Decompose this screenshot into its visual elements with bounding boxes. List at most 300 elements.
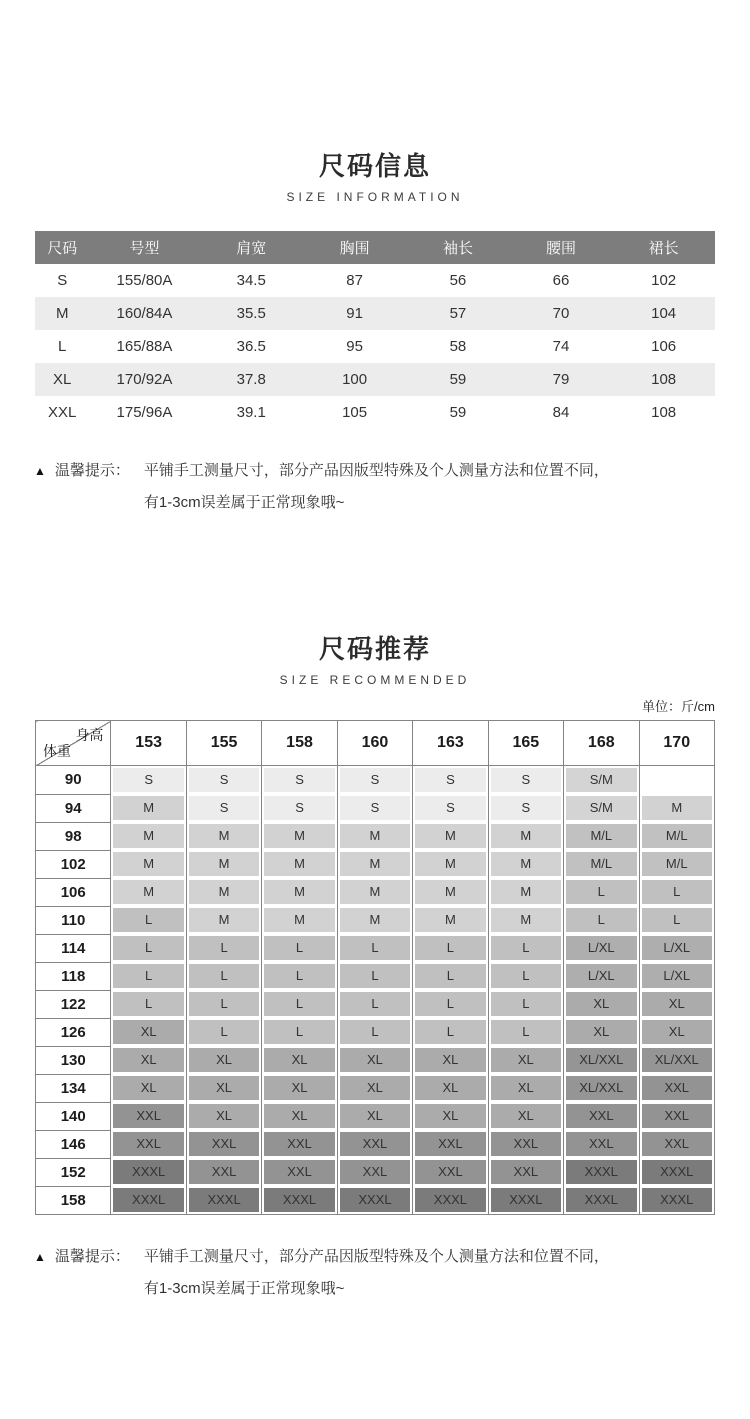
size-cell: [337, 766, 412, 795]
size-cell: [488, 822, 563, 850]
height-column-header: 153: [111, 721, 186, 766]
size-cell: [488, 1046, 563, 1074]
size-cell: [111, 906, 186, 934]
size-cell: [111, 1130, 186, 1158]
size-cell: [639, 1074, 715, 1102]
size-cell: [186, 1158, 261, 1186]
size-value: XXL: [340, 1160, 410, 1184]
matrix-row: [36, 1074, 715, 1102]
size-cell: [413, 1130, 488, 1158]
size-cell: [111, 766, 186, 795]
size-cell: [262, 1102, 337, 1130]
size-value: L: [264, 964, 334, 988]
size-cell: [111, 850, 186, 878]
weight-cell: 130: [36, 1046, 111, 1074]
size-value: XL: [113, 1020, 183, 1044]
size-cell: [639, 850, 715, 878]
size-table-cell: 87: [303, 264, 406, 297]
size-cell: [488, 906, 563, 934]
notice-line-2: 有1-3cm误差属于正常现象哦~: [143, 494, 345, 511]
warning-triangle-icon: ▲: [34, 464, 46, 478]
size-value: XXL: [189, 1160, 259, 1184]
size-cell: [488, 934, 563, 962]
size-cell: [111, 990, 186, 1018]
size-cell: [639, 1046, 715, 1074]
size-value: L: [113, 908, 183, 932]
size-value: L: [415, 964, 485, 988]
size-table-cell: XL: [35, 363, 89, 396]
size-value: XL: [264, 1104, 334, 1128]
size-value: L: [340, 1020, 410, 1044]
size-cell: [262, 1158, 337, 1186]
size-value: XXXL: [415, 1188, 485, 1212]
size-cell: [639, 990, 715, 1018]
size-value: XL: [189, 1076, 259, 1100]
size-value: XL: [491, 1076, 561, 1100]
column-header: 肩宽: [200, 231, 303, 264]
size-cell: [564, 850, 639, 878]
size-cell: [413, 850, 488, 878]
matrix-corner-cell: [36, 721, 111, 766]
size-value: XXL: [491, 1132, 561, 1156]
size-value: XXL: [642, 1132, 713, 1156]
size-information-table: [35, 231, 715, 429]
column-header: 尺码: [35, 231, 89, 264]
size-table-cell: 57: [406, 297, 509, 330]
size-value: M/L: [642, 852, 713, 876]
size-cell: [111, 822, 186, 850]
size-value: S: [415, 796, 485, 820]
size-recommend-matrix-body: [36, 766, 715, 1215]
size-table-cell: 165/88A: [89, 330, 199, 363]
weight-cell: 94: [36, 794, 111, 822]
size-value: XL: [113, 1076, 183, 1100]
size-cell: [413, 1074, 488, 1102]
size-value: XL/XXL: [566, 1048, 636, 1072]
size-table-cell: M: [35, 297, 89, 330]
size-cell: [186, 1102, 261, 1130]
size-table-cell: 170/92A: [89, 363, 199, 396]
size-cell: [262, 1046, 337, 1074]
size-table-cell: 34.5: [200, 264, 303, 297]
size-table-cell: 108: [612, 363, 715, 396]
corner-label-height: 身高: [75, 727, 104, 743]
size-value: XXL: [113, 1132, 183, 1156]
size-cell: [564, 822, 639, 850]
size-cell: [337, 1158, 412, 1186]
size-value: XXXL: [340, 1188, 410, 1212]
size-value: XXL: [491, 1160, 561, 1184]
size-cell: [488, 794, 563, 822]
size-cell: [488, 1102, 563, 1130]
size-cell: [564, 934, 639, 962]
weight-cell: 126: [36, 1018, 111, 1046]
height-column-header: 168: [564, 721, 639, 766]
size-table-row: [35, 330, 715, 363]
matrix-row: [36, 1130, 715, 1158]
size-recommend-matrix: [35, 720, 715, 1215]
size-cell: [262, 766, 337, 795]
size-value: XL: [340, 1048, 410, 1072]
matrix-row: [36, 822, 715, 850]
size-cell: [488, 766, 563, 795]
size-cell: [186, 1018, 261, 1046]
size-cell: [564, 990, 639, 1018]
size-table-cell: 70: [510, 297, 613, 330]
size-value: M: [340, 908, 410, 932]
notice-line-1: 平铺手工测量尺寸，部分产品因版型特殊及个人测量方法和位置不同，: [143, 1248, 609, 1265]
size-cell: [337, 1074, 412, 1102]
size-table-cell: XXL: [35, 396, 89, 429]
size-cell: [337, 1130, 412, 1158]
size-value: XL: [415, 1076, 485, 1100]
matrix-row: [36, 766, 715, 795]
size-value: XL: [566, 992, 636, 1016]
size-table-cell: 35.5: [200, 297, 303, 330]
size-cell: [186, 934, 261, 962]
size-value: L/XL: [642, 964, 713, 988]
size-recommend-matrix-head: [36, 721, 715, 766]
size-cell: [564, 1102, 639, 1130]
height-column-header: 160: [337, 721, 412, 766]
size-value: XXL: [340, 1132, 410, 1156]
size-cell: [564, 1074, 639, 1102]
size-cell: [186, 794, 261, 822]
size-cell: [413, 1018, 488, 1046]
size-value: L: [415, 1020, 485, 1044]
size-value: L: [189, 964, 259, 988]
corner-label-weight: 体重: [43, 743, 71, 759]
size-value: L: [566, 880, 636, 904]
notice-label: 温馨提示：: [54, 462, 130, 479]
size-cell: [639, 1102, 715, 1130]
size-cell: [564, 906, 639, 934]
matrix-row: [36, 1046, 715, 1074]
size-cell: [111, 934, 186, 962]
size-information-table-head: [35, 231, 715, 264]
size-cell: [413, 878, 488, 906]
size-table-header-row: [35, 231, 715, 264]
size-value: XL: [340, 1104, 410, 1128]
size-table-cell: 66: [510, 264, 613, 297]
size-value: S: [491, 796, 561, 820]
size-value: M: [189, 880, 259, 904]
matrix-row: [36, 1102, 715, 1130]
size-value: M/L: [566, 824, 636, 848]
size-value: XL/XXL: [566, 1076, 636, 1100]
size-value: XXXL: [113, 1188, 183, 1212]
size-cell: [262, 1018, 337, 1046]
size-cell: [413, 766, 488, 795]
size-cell: [186, 1186, 261, 1215]
size-cell: [413, 794, 488, 822]
size-value: XXL: [566, 1132, 636, 1156]
size-cell: [337, 934, 412, 962]
size-value: M: [491, 880, 561, 904]
size-table-cell: 91: [303, 297, 406, 330]
size-value: L: [642, 908, 713, 932]
size-value: M: [189, 908, 259, 932]
size-cell: [186, 1130, 261, 1158]
size-value: XXL: [566, 1104, 636, 1128]
size-cell: [639, 1158, 715, 1186]
weight-cell: 114: [36, 934, 111, 962]
size-cell: [413, 906, 488, 934]
size-cell: [564, 878, 639, 906]
size-value: M: [189, 824, 259, 848]
size-value: S: [415, 768, 485, 792]
size-cell: [186, 822, 261, 850]
matrix-header-row: [36, 721, 715, 766]
size-table-row: [35, 363, 715, 396]
size-value: S/M: [566, 796, 636, 820]
size-cell: [564, 766, 639, 795]
height-column-header: 158: [262, 721, 337, 766]
size-cell: [111, 962, 186, 990]
size-table-cell: S: [35, 264, 89, 297]
size-cell: [639, 962, 715, 990]
size-cell: [488, 850, 563, 878]
size-cell: [413, 990, 488, 1018]
matrix-row: [36, 934, 715, 962]
size-table-cell: 105: [303, 396, 406, 429]
size-cell: [413, 1102, 488, 1130]
size-value: S: [340, 796, 410, 820]
size-table-row: [35, 297, 715, 330]
size-value: L: [264, 992, 334, 1016]
size-cell: [262, 962, 337, 990]
size-value: L: [566, 908, 636, 932]
size-table-cell: 39.1: [200, 396, 303, 429]
size-cell: [639, 1018, 715, 1046]
size-cell: [488, 1130, 563, 1158]
size-table-cell: 100: [303, 363, 406, 396]
size-cell: [262, 990, 337, 1018]
size-cell: [564, 1018, 639, 1046]
size-cell: [564, 1186, 639, 1215]
notice-block-2: [34, 1241, 716, 1305]
size-table-cell: L: [35, 330, 89, 363]
size-cell: [186, 1074, 261, 1102]
size-value: M: [415, 908, 485, 932]
size-table-row: [35, 264, 715, 297]
size-information-title: 尺码信息: [318, 151, 431, 181]
weight-cell: 146: [36, 1130, 111, 1158]
height-column-header: 163: [413, 721, 488, 766]
size-cell: [639, 822, 715, 850]
size-value: M: [264, 908, 334, 932]
size-value: XL: [415, 1104, 485, 1128]
column-header: 裙长: [612, 231, 715, 264]
size-table-cell: 37.8: [200, 363, 303, 396]
size-cell: [564, 1130, 639, 1158]
notice-line-1: 平铺手工测量尺寸，部分产品因版型特殊及个人测量方法和位置不同，: [143, 462, 609, 479]
weight-cell: 122: [36, 990, 111, 1018]
size-value: XL: [566, 1020, 636, 1044]
size-cell: [639, 1130, 715, 1158]
size-value: L: [113, 936, 183, 960]
size-table-cell: 175/96A: [89, 396, 199, 429]
notice-text: [144, 455, 716, 519]
size-cell: [639, 794, 715, 822]
size-table-cell: 155/80A: [89, 264, 199, 297]
size-cell: [413, 962, 488, 990]
notice-text: [144, 1241, 716, 1305]
size-cell: [413, 822, 488, 850]
size-cell: [262, 822, 337, 850]
size-cell: [337, 906, 412, 934]
size-value: XXL: [415, 1132, 485, 1156]
size-value: XXXL: [642, 1160, 713, 1184]
size-value: M: [415, 824, 485, 848]
size-value: M: [264, 880, 334, 904]
size-value: XXXL: [491, 1188, 561, 1212]
size-value: M: [415, 880, 485, 904]
unit-label: 单位：斤/cm: [642, 699, 715, 714]
size-cell: [337, 1186, 412, 1215]
size-value: L: [340, 936, 410, 960]
size-value: XL: [491, 1048, 561, 1072]
size-cell: [337, 878, 412, 906]
size-cell: [488, 1158, 563, 1186]
size-value: M/L: [642, 824, 713, 848]
notice-line-2: 有1-3cm误差属于正常现象哦~: [143, 1280, 345, 1297]
size-information-section: [0, 0, 750, 519]
size-cell: [111, 1046, 186, 1074]
size-table-cell: 95: [303, 330, 406, 363]
size-cell: [337, 990, 412, 1018]
size-value: XXXL: [113, 1160, 183, 1184]
size-information-subtitle: SIZE INFORMATION: [286, 190, 464, 204]
size-cell: [186, 878, 261, 906]
size-cell: [639, 934, 715, 962]
weight-cell: 140: [36, 1102, 111, 1130]
size-cell: [262, 850, 337, 878]
matrix-row: [36, 1186, 715, 1215]
size-cell: [111, 794, 186, 822]
size-cell: [262, 1186, 337, 1215]
size-value: M: [113, 852, 183, 876]
size-cell: [111, 1158, 186, 1186]
size-value: S: [189, 768, 259, 792]
warning-triangle-icon: ▲: [34, 1250, 46, 1264]
weight-cell: 118: [36, 962, 111, 990]
size-value: XL: [491, 1104, 561, 1128]
size-value: XL: [264, 1048, 334, 1072]
size-cell: [488, 1018, 563, 1046]
size-table-cell: 160/84A: [89, 297, 199, 330]
matrix-row: [36, 990, 715, 1018]
size-cell: [186, 766, 261, 795]
weight-cell: 102: [36, 850, 111, 878]
size-table-cell: 108: [612, 396, 715, 429]
matrix-row: [36, 850, 715, 878]
weight-cell: 106: [36, 878, 111, 906]
size-value: L: [264, 1020, 334, 1044]
size-value: M: [264, 824, 334, 848]
size-value: L: [189, 1020, 259, 1044]
matrix-row: [36, 878, 715, 906]
size-value: L/XL: [566, 936, 636, 960]
size-cell: [413, 934, 488, 962]
size-value: L: [491, 992, 561, 1016]
column-header: 袖长: [406, 231, 509, 264]
size-cell: [488, 1074, 563, 1102]
weight-cell: 134: [36, 1074, 111, 1102]
size-cell: [488, 990, 563, 1018]
size-value: XL: [415, 1048, 485, 1072]
size-table-cell: 79: [510, 363, 613, 396]
column-header: 腰围: [510, 231, 613, 264]
size-value: L: [340, 992, 410, 1016]
size-table-cell: 104: [612, 297, 715, 330]
size-cell: [337, 1102, 412, 1130]
size-value: L: [491, 936, 561, 960]
size-value: M: [415, 852, 485, 876]
size-cell: [564, 1158, 639, 1186]
size-cell: [186, 962, 261, 990]
size-value: S: [113, 768, 183, 792]
size-cell: [413, 1158, 488, 1186]
size-value: XXL: [113, 1104, 183, 1128]
size-cell: [111, 1102, 186, 1130]
size-value: XXXL: [189, 1188, 259, 1212]
size-table-cell: 102: [612, 264, 715, 297]
size-cell: [337, 850, 412, 878]
size-value: XXL: [264, 1132, 334, 1156]
size-value: XL: [189, 1104, 259, 1128]
size-value: XL: [113, 1048, 183, 1072]
size-value: L: [491, 1020, 561, 1044]
size-cell: [337, 962, 412, 990]
size-value: L: [113, 964, 183, 988]
size-cell: [488, 962, 563, 990]
size-value: XL: [189, 1048, 259, 1072]
size-value: XXL: [642, 1104, 713, 1128]
matrix-row: [36, 906, 715, 934]
notice-block-1: [34, 455, 716, 519]
weight-cell: 110: [36, 906, 111, 934]
size-information-table-body: [35, 264, 715, 429]
size-cell: [413, 1046, 488, 1074]
size-cell: [186, 1046, 261, 1074]
size-cell: [639, 906, 715, 934]
size-cell: [413, 1186, 488, 1215]
size-cell: [488, 1186, 563, 1215]
size-value: XL: [340, 1076, 410, 1100]
matrix-row: [36, 962, 715, 990]
size-value: S/M: [566, 768, 636, 792]
size-cell: [262, 906, 337, 934]
weight-cell: 152: [36, 1158, 111, 1186]
size-recommended-subtitle: SIZE RECOMMENDED: [279, 673, 471, 687]
size-value: L: [642, 880, 713, 904]
size-value: S: [340, 768, 410, 792]
size-cell: [262, 1074, 337, 1102]
size-value: L: [340, 964, 410, 988]
size-cell: [337, 1018, 412, 1046]
size-table-cell: 106: [612, 330, 715, 363]
size-cell: [337, 794, 412, 822]
size-value: M: [491, 908, 561, 932]
size-cell: [262, 794, 337, 822]
size-value: M: [642, 796, 713, 820]
size-value: M: [491, 852, 561, 876]
size-cell: [564, 962, 639, 990]
size-cell: [488, 878, 563, 906]
weight-cell: 98: [36, 822, 111, 850]
size-value: M: [113, 824, 183, 848]
